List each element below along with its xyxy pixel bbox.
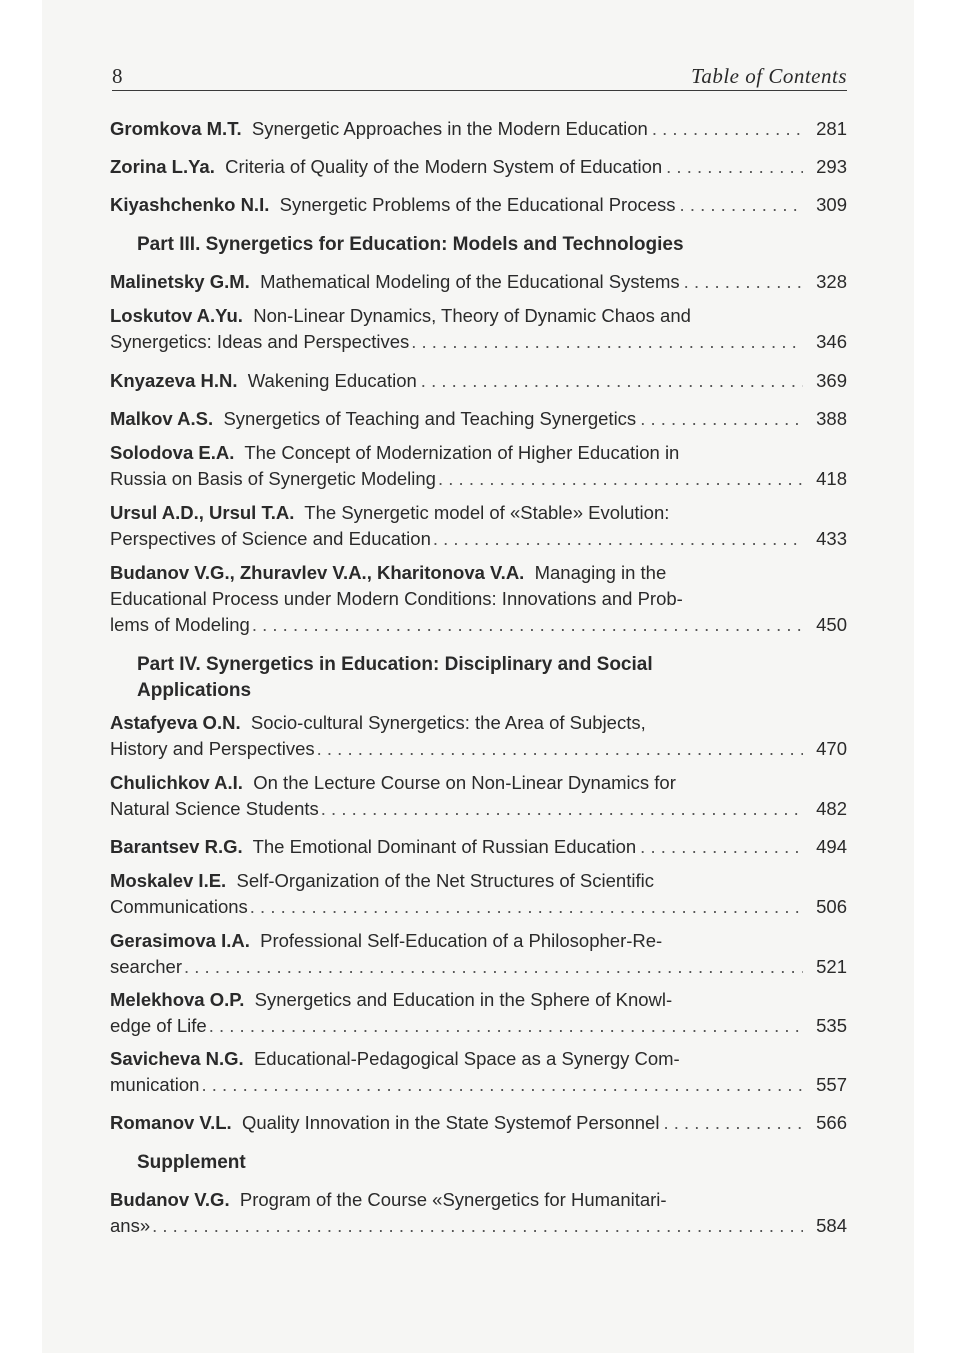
- toc-entry[interactable]: [110, 868, 847, 920]
- dot-leader: [684, 269, 803, 295]
- entry-author: Budanov V.G.: [110, 1189, 230, 1210]
- dot-leader: [433, 526, 803, 552]
- part-heading-line: Part IV. Synergetics in Education: Disciplinary and Social: [137, 654, 653, 675]
- entry-title: The Concept of Modernization of Higher Education in: [244, 442, 680, 463]
- toc-entry[interactable]: [110, 1110, 847, 1136]
- dot-leader: [152, 1213, 803, 1239]
- entry-title-mid: Educational Process under Modern Conditions: Innovations and Prob-: [110, 588, 683, 609]
- toc-entry[interactable]: [110, 834, 847, 860]
- entry-title: On the Lecture Course on Non-Linear Dynamics for: [253, 772, 676, 793]
- dot-leader: [421, 368, 803, 394]
- entry-author: Moskalev I.E.: [110, 870, 227, 891]
- toc-entry[interactable]: [110, 154, 847, 180]
- toc-entry[interactable]: [110, 406, 847, 432]
- entry-title-cont: edge of Life: [110, 1015, 207, 1036]
- toc-entry[interactable]: [110, 710, 847, 762]
- entry-page: 450: [816, 614, 847, 635]
- part-heading-line: Applications: [137, 680, 252, 701]
- toc-entry[interactable]: [110, 560, 847, 638]
- entry-title: Synergetics of Teaching and Teaching Synergetics: [223, 408, 637, 429]
- entry-page: 281: [816, 118, 847, 139]
- dot-leader: [680, 192, 803, 218]
- entry-author: Knyazeva H.N.: [110, 370, 238, 391]
- dot-leader: [640, 406, 803, 432]
- entry-title: Non-Linear Dynamics, Theory of Dynamic Chaos and: [253, 305, 691, 326]
- entry-page: 346: [816, 331, 847, 352]
- dot-leader: [209, 1013, 803, 1039]
- dot-leader: [640, 834, 803, 860]
- toc-entry[interactable]: [110, 192, 847, 218]
- toc-entry[interactable]: [110, 500, 847, 552]
- entry-title: Wakening Education: [247, 370, 417, 391]
- entry-title-cont: Perspectives of Science and Education: [110, 528, 431, 549]
- entry-title-cont: Synergetics: Ideas and Perspectives: [110, 331, 410, 352]
- entry-page: 328: [816, 271, 847, 292]
- entry-title-cont: lems of Modeling: [110, 614, 250, 635]
- entry-author: Chulichkov A.I.: [110, 772, 243, 793]
- entry-author: Barantsev R.G.: [110, 836, 243, 857]
- toc-entry[interactable]: [110, 928, 847, 980]
- entry-title-cont: ans»: [110, 1215, 151, 1236]
- entry-page: 535: [816, 1015, 847, 1036]
- entry-title-cont: searcher: [110, 956, 182, 977]
- entry-author: Gromkova M.T.: [110, 118, 242, 139]
- entry-author: Astafyeva O.N.: [110, 712, 241, 733]
- entry-title-cont: munication: [110, 1074, 200, 1095]
- entry-author: Romanov V.L.: [110, 1112, 232, 1133]
- entry-page: 521: [816, 956, 847, 977]
- entry-title: Educational-Pedagogical Space as a Synergy Com-: [253, 1048, 680, 1069]
- toc-entry[interactable]: [110, 368, 847, 394]
- toc-entry[interactable]: [110, 1187, 847, 1239]
- entry-title: Managing in the: [534, 562, 667, 583]
- toc-entry[interactable]: [110, 269, 847, 295]
- dot-leader: [411, 329, 803, 355]
- entry-author: Budanov V.G., Zhuravlev V.A., Kharitonova V.A.: [110, 562, 525, 583]
- entry-author: Solodova E.A.: [110, 442, 235, 463]
- dot-leader: [663, 1110, 803, 1136]
- page-header: [112, 64, 847, 91]
- dot-leader: [321, 796, 803, 822]
- entry-title-cont: Natural Science Students: [110, 798, 319, 819]
- toc-entry[interactable]: [110, 770, 847, 822]
- entry-title: Self-Organization of the Net Structures of Scientific: [236, 870, 654, 891]
- entry-title: Synergetic Approaches in the Modern Education: [251, 118, 648, 139]
- running-title: Table of Contents: [691, 64, 847, 88]
- entry-author: Malkov A.S.: [110, 408, 214, 429]
- dot-leader: [201, 1072, 803, 1098]
- entry-page: 309: [816, 194, 847, 215]
- entry-page: 369: [816, 370, 847, 391]
- entry-page: 557: [816, 1074, 847, 1095]
- dot-leader: [652, 116, 803, 142]
- entry-title: Program of the Course «Synergetics for Humanitari-: [239, 1189, 667, 1210]
- toc-entry[interactable]: [110, 440, 847, 492]
- dot-leader: [666, 154, 803, 180]
- entry-page: 506: [816, 896, 847, 917]
- entry-page: 566: [816, 1112, 847, 1133]
- dot-leader: [250, 894, 803, 920]
- entry-page: 494: [816, 836, 847, 857]
- entry-page: 293: [816, 156, 847, 177]
- entry-title: Criteria of Quality of the Modern System of Education: [225, 156, 663, 177]
- entry-author: Malinetsky G.M.: [110, 271, 250, 292]
- entry-page: 584: [816, 1215, 847, 1236]
- entry-title-cont: Communications: [110, 896, 248, 917]
- entry-page: 388: [816, 408, 847, 429]
- toc-entry[interactable]: [110, 987, 847, 1039]
- part-heading: Part III. Synergetics for Education: Models and Technologies: [137, 234, 684, 255]
- entry-page: 418: [816, 468, 847, 489]
- entry-author: Ursul A.D., Ursul T.A.: [110, 502, 295, 523]
- dot-leader: [317, 736, 803, 762]
- entry-page: 433: [816, 528, 847, 549]
- toc-entry[interactable]: [110, 303, 847, 355]
- entry-author: Melekhova O.P.: [110, 989, 245, 1010]
- entry-title: Quality Innovation in the State Systemof Personnel: [241, 1112, 660, 1133]
- entry-title: Mathematical Modeling of the Educational Systems: [260, 271, 680, 292]
- entry-author: Savicheva N.G.: [110, 1048, 244, 1069]
- entry-author: Gerasimova I.A.: [110, 930, 250, 951]
- dot-leader: [438, 466, 803, 492]
- part-heading: [137, 652, 817, 704]
- entry-author: Zorina L.Ya.: [110, 156, 215, 177]
- entry-title-cont: History and Perspectives: [110, 738, 315, 759]
- supplement-heading: Supplement: [137, 1152, 246, 1173]
- entry-author: Kiyashchenko N.I.: [110, 194, 270, 215]
- entry-title: Synergetics and Education in the Sphere of Knowl-: [254, 989, 673, 1010]
- entry-author: Loskutov A.Yu.: [110, 305, 243, 326]
- dot-leader: [184, 954, 803, 980]
- entry-title: Professional Self-Education of a Philosopher-Re-: [260, 930, 663, 951]
- entry-title-cont: Russia on Basis of Synergetic Modeling: [110, 468, 436, 489]
- toc-entry[interactable]: [110, 116, 847, 142]
- entry-title: Synergetic Problems of the Educational Process: [279, 194, 676, 215]
- toc-entry[interactable]: [110, 1046, 847, 1098]
- entry-title: The Synergetic model of «Stable» Evolution:: [304, 502, 670, 523]
- dot-leader: [252, 612, 803, 638]
- page-number: 8: [112, 64, 123, 88]
- entry-page: 482: [816, 798, 847, 819]
- entry-title: The Emotional Dominant of Russian Education: [252, 836, 637, 857]
- entry-title: Socio-cultural Synergetics: the Area of Subjects,: [250, 712, 646, 733]
- entry-page: 470: [816, 738, 847, 759]
